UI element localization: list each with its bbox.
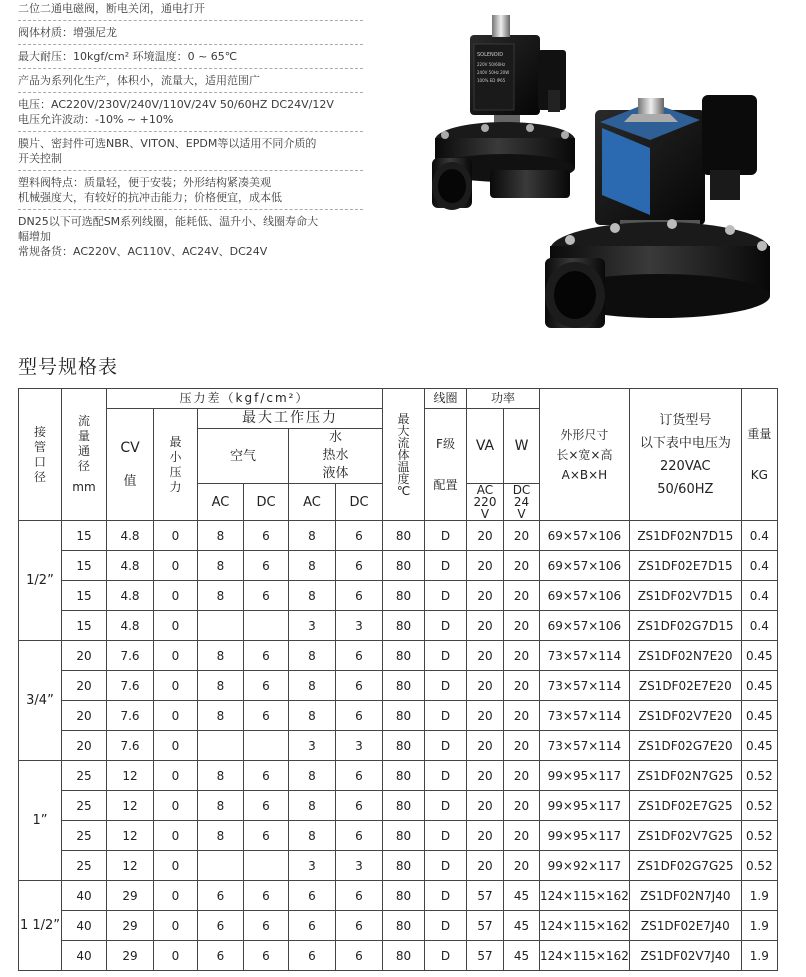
- header-max-temp: 最 大 流 体 温 度 ℃: [383, 389, 425, 521]
- cell-flow-mm: 15: [62, 581, 107, 611]
- cell-weight: 0.52: [741, 761, 777, 791]
- cell-max-temp: 80: [383, 851, 425, 881]
- feature-item: 塑料阀特点：质量轻，便于安装；外形结构紧凑美观 机械强度大，有较好的抗冲击能力；价格便宜，成本低: [18, 174, 363, 210]
- cell-liquid-ac: 8: [289, 641, 336, 671]
- cell-pipe-size: 1 1/2”: [19, 881, 62, 971]
- cell-min-pressure: 0: [154, 851, 198, 881]
- cell-cv: 4.8: [107, 551, 154, 581]
- cell-dimensions: 99×95×117: [540, 761, 630, 791]
- cell-air-ac: 8: [198, 641, 244, 671]
- cell-pipe-size: 1”: [19, 761, 62, 881]
- cell-pipe-size: 1/2”: [19, 521, 62, 641]
- cell-air-ac: 6: [198, 881, 244, 911]
- cell-min-pressure: 0: [154, 911, 198, 941]
- cell-air-dc: 6: [244, 671, 289, 701]
- cell-cv: 7.6: [107, 731, 154, 761]
- table-row: [19, 641, 778, 671]
- cell-power-w: 20: [504, 701, 540, 731]
- cell-order-model: ZS1DF02G7G25: [629, 851, 741, 881]
- cell-coil-config: D: [425, 821, 467, 851]
- cell-flow-mm: 20: [62, 671, 107, 701]
- feature-item: 膜片、密封件可选NBR、VITON、EPDM等以适用不同介质的 开关控制: [18, 135, 363, 171]
- cell-max-temp: 80: [383, 521, 425, 551]
- cell-air-ac: [198, 611, 244, 641]
- table-row: [19, 761, 778, 791]
- cell-liquid-ac: 8: [289, 671, 336, 701]
- cell-liquid-dc: 6: [336, 881, 383, 911]
- cell-coil-config: D: [425, 761, 467, 791]
- coil-label-line2: 220V 50/60Hz: [477, 62, 506, 67]
- cell-weight: 0.4: [741, 581, 777, 611]
- cell-power-va: 20: [467, 851, 504, 881]
- cell-weight: 1.9: [741, 911, 777, 941]
- cell-order-model: ZS1DF02E7D15: [629, 551, 741, 581]
- cell-flow-mm: 25: [62, 761, 107, 791]
- cell-power-w: 20: [504, 761, 540, 791]
- cell-min-pressure: 0: [154, 821, 198, 851]
- cell-power-w: 45: [504, 881, 540, 911]
- table-row: [19, 821, 778, 851]
- cell-liquid-dc: 3: [336, 731, 383, 761]
- table-row: [19, 911, 778, 941]
- table-row: [19, 521, 778, 551]
- spec-table-body: [19, 521, 778, 971]
- cell-liquid-dc: 6: [336, 641, 383, 671]
- cell-cv: 29: [107, 911, 154, 941]
- cell-coil-config: D: [425, 551, 467, 581]
- cell-liquid-dc: 6: [336, 911, 383, 941]
- cell-liquid-dc: 6: [336, 551, 383, 581]
- cell-power-va: 20: [467, 791, 504, 821]
- header-liquid-dc: DC: [336, 484, 383, 521]
- cell-power-va: 20: [467, 551, 504, 581]
- cell-air-ac: 6: [198, 941, 244, 971]
- cell-min-pressure: 0: [154, 611, 198, 641]
- cell-flow-mm: 25: [62, 851, 107, 881]
- table-row: [19, 551, 778, 581]
- cell-min-pressure: 0: [154, 731, 198, 761]
- header-flow-diameter: [62, 389, 107, 521]
- table-row: [19, 941, 778, 971]
- cell-min-pressure: 0: [154, 761, 198, 791]
- cell-min-pressure: 0: [154, 521, 198, 551]
- cell-weight: 0.52: [741, 851, 777, 881]
- cell-max-temp: 80: [383, 551, 425, 581]
- cell-liquid-ac: 8: [289, 521, 336, 551]
- header-coil: 线圈: [425, 389, 467, 409]
- cell-liquid-ac: 3: [289, 731, 336, 761]
- cell-max-temp: 80: [383, 701, 425, 731]
- cell-air-dc: 6: [244, 551, 289, 581]
- cell-dimensions: 99×92×117: [540, 851, 630, 881]
- cell-weight: 0.52: [741, 791, 777, 821]
- cell-power-w: 20: [504, 551, 540, 581]
- cell-max-temp: 80: [383, 761, 425, 791]
- header-pipe-size: 接 管 口 径: [19, 389, 62, 521]
- cell-liquid-ac: 6: [289, 941, 336, 971]
- cell-power-w: 20: [504, 641, 540, 671]
- cell-coil-config: D: [425, 521, 467, 551]
- cell-min-pressure: 0: [154, 551, 198, 581]
- feature-item: 产品为系列化生产，体积小，流量大，适用范围广: [18, 72, 363, 93]
- cell-liquid-ac: 8: [289, 551, 336, 581]
- feature-item: 阀体材质：增强尼龙: [18, 24, 363, 45]
- cell-power-w: 45: [504, 941, 540, 971]
- cell-power-va: 20: [467, 701, 504, 731]
- cell-pipe-size: 3/4”: [19, 641, 62, 761]
- header-flow-unit: mm: [72, 480, 96, 494]
- solenoid-valve-photo: [410, 10, 790, 330]
- cell-dimensions: 99×95×117: [540, 791, 630, 821]
- cell-max-temp: 80: [383, 821, 425, 851]
- cell-coil-config: D: [425, 671, 467, 701]
- cell-coil-config: D: [425, 731, 467, 761]
- header-coil-config: [425, 409, 467, 521]
- cell-flow-mm: 25: [62, 821, 107, 851]
- cell-coil-config: D: [425, 911, 467, 941]
- cell-weight: 0.52: [741, 821, 777, 851]
- cell-air-dc: 6: [244, 791, 289, 821]
- cell-weight: 0.4: [741, 551, 777, 581]
- cell-min-pressure: 0: [154, 941, 198, 971]
- cell-liquid-dc: 6: [336, 761, 383, 791]
- cell-dimensions: 124×115×162: [540, 941, 630, 971]
- cell-liquid-ac: 8: [289, 821, 336, 851]
- cell-cv: 29: [107, 941, 154, 971]
- cell-weight: 0.4: [741, 521, 777, 551]
- cell-max-temp: 80: [383, 731, 425, 761]
- cell-order-model: ZS1DF02E7E20: [629, 671, 741, 701]
- cell-air-dc: 6: [244, 911, 289, 941]
- cell-order-model: ZS1DF02E7J40: [629, 911, 741, 941]
- cell-coil-config: D: [425, 611, 467, 641]
- cell-order-model: ZS1DF02E7G25: [629, 791, 741, 821]
- cell-flow-mm: 15: [62, 611, 107, 641]
- cell-cv: 12: [107, 791, 154, 821]
- cell-liquid-ac: 8: [289, 761, 336, 791]
- cell-dimensions: 69×57×106: [540, 551, 630, 581]
- cell-coil-config: D: [425, 581, 467, 611]
- section-title: 型号规格表: [18, 356, 119, 378]
- cell-power-w: 20: [504, 611, 540, 641]
- cell-power-w: 20: [504, 791, 540, 821]
- cell-order-model: ZS1DF02N7D15: [629, 521, 741, 551]
- cell-air-dc: 6: [244, 521, 289, 551]
- cell-weight: 0.45: [741, 731, 777, 761]
- cell-air-dc: [244, 611, 289, 641]
- cell-air-ac: 6: [198, 911, 244, 941]
- cell-max-temp: 80: [383, 911, 425, 941]
- cell-air-dc: 6: [244, 761, 289, 791]
- cell-air-ac: 8: [198, 791, 244, 821]
- cell-air-dc: 6: [244, 641, 289, 671]
- cell-air-ac: 8: [198, 761, 244, 791]
- cell-liquid-dc: 6: [336, 701, 383, 731]
- cell-air-ac: 8: [198, 671, 244, 701]
- cell-min-pressure: 0: [154, 791, 198, 821]
- header-air: 空气: [198, 429, 289, 484]
- cell-cv: 7.6: [107, 641, 154, 671]
- cell-weight: 0.4: [741, 611, 777, 641]
- cell-flow-mm: 20: [62, 641, 107, 671]
- cell-liquid-ac: 8: [289, 581, 336, 611]
- cell-coil-config: D: [425, 641, 467, 671]
- coil-label-line3: 240V 50Hz 20W: [477, 70, 510, 75]
- cell-liquid-dc: 3: [336, 851, 383, 881]
- cell-liquid-ac: 6: [289, 911, 336, 941]
- cell-weight: 0.45: [741, 701, 777, 731]
- cell-power-va: 20: [467, 731, 504, 761]
- table-row: [19, 881, 778, 911]
- header-coil-cfg: 配置: [433, 477, 458, 492]
- coil-label-line1: SOLENOID: [477, 52, 504, 58]
- cell-power-va: 20: [467, 611, 504, 641]
- cell-max-temp: 80: [383, 641, 425, 671]
- cell-air-dc: [244, 851, 289, 881]
- large-valve: [545, 95, 770, 328]
- cell-min-pressure: 0: [154, 581, 198, 611]
- feature-item: DN25以下可选配SM系列线圈，能耗低、温升小、线圈寿命大 幅增加 常规备货：AC220V、AC110V、AC24V、DC24V: [18, 215, 319, 258]
- cell-air-ac: [198, 731, 244, 761]
- cell-max-temp: 80: [383, 671, 425, 701]
- cell-liquid-dc: 6: [336, 671, 383, 701]
- cell-dimensions: 73×57×114: [540, 731, 630, 761]
- cell-air-dc: 6: [244, 941, 289, 971]
- feature-item: 电压：AC220V/230V/240V/110V/24V 50/60HZ DC24V/12V 电压允许波动：-10% ~ +10%: [18, 96, 363, 132]
- cell-cv: 4.8: [107, 521, 154, 551]
- cell-air-ac: 8: [198, 581, 244, 611]
- cell-dimensions: 69×57×106: [540, 581, 630, 611]
- spec-table: [18, 388, 778, 971]
- header-cv-sub: 值: [123, 473, 137, 489]
- cell-coil-config: D: [425, 941, 467, 971]
- cell-air-dc: [244, 731, 289, 761]
- header-dc24: DC 24 V: [504, 484, 540, 521]
- cell-power-va: 20: [467, 671, 504, 701]
- cell-liquid-dc: 6: [336, 581, 383, 611]
- cell-weight: 0.45: [741, 641, 777, 671]
- table-row: [19, 611, 778, 641]
- header-air-ac: AC: [198, 484, 244, 521]
- cell-order-model: ZS1DF02V7D15: [629, 581, 741, 611]
- header-air-dc: DC: [244, 484, 289, 521]
- header-coil-f: F级: [436, 436, 455, 451]
- header-pressure-diff: 压力差（kgf/cm²）: [107, 389, 383, 409]
- cell-power-va: 20: [467, 521, 504, 551]
- cell-power-w: 45: [504, 911, 540, 941]
- header-max-pressure: 最大工作压力: [198, 409, 383, 429]
- cell-dimensions: 99×95×117: [540, 821, 630, 851]
- cell-max-temp: 80: [383, 581, 425, 611]
- cell-min-pressure: 0: [154, 881, 198, 911]
- cell-flow-mm: 15: [62, 521, 107, 551]
- cell-weight: 1.9: [741, 941, 777, 971]
- cell-dimensions: 124×115×162: [540, 911, 630, 941]
- cell-order-model: ZS1DF02V7E20: [629, 701, 741, 731]
- cell-air-dc: 6: [244, 581, 289, 611]
- cell-cv: 4.8: [107, 611, 154, 641]
- cell-coil-config: D: [425, 701, 467, 731]
- cell-liquid-ac: 3: [289, 611, 336, 641]
- cell-liquid-ac: 3: [289, 851, 336, 881]
- cell-min-pressure: 0: [154, 641, 198, 671]
- header-liquid-ac: AC: [289, 484, 336, 521]
- cell-weight: 1.9: [741, 881, 777, 911]
- cell-air-ac: [198, 851, 244, 881]
- cell-flow-mm: 25: [62, 791, 107, 821]
- cell-power-w: 20: [504, 731, 540, 761]
- cell-coil-config: D: [425, 881, 467, 911]
- cell-dimensions: 69×57×106: [540, 611, 630, 641]
- cell-order-model: ZS1DF02N7E20: [629, 641, 741, 671]
- header-dimensions: 外形尺寸 长×宽×高 A×B×H: [540, 389, 630, 521]
- cell-power-va: 57: [467, 881, 504, 911]
- cell-max-temp: 80: [383, 881, 425, 911]
- cell-liquid-dc: 6: [336, 791, 383, 821]
- cell-order-model: ZS1DF02V7G25: [629, 821, 741, 851]
- cell-flow-mm: 40: [62, 911, 107, 941]
- feature-item: 二位二通电磁阀，断电关闭，通电打开: [18, 0, 363, 21]
- cell-power-va: 57: [467, 941, 504, 971]
- cell-coil-config: D: [425, 791, 467, 821]
- small-valve: [432, 15, 575, 210]
- header-flow-label: 流 量 通 径: [77, 414, 90, 473]
- header-weight-label: 重量: [747, 426, 772, 441]
- cell-flow-mm: 15: [62, 551, 107, 581]
- cell-air-ac: 8: [198, 821, 244, 851]
- feature-list: [18, 0, 363, 266]
- cell-min-pressure: 0: [154, 701, 198, 731]
- cell-cv: 12: [107, 851, 154, 881]
- header-cv-label: CV: [120, 439, 140, 456]
- cell-flow-mm: 20: [62, 701, 107, 731]
- cell-coil-config: D: [425, 851, 467, 881]
- cell-dimensions: 73×57×114: [540, 671, 630, 701]
- cell-power-va: 20: [467, 761, 504, 791]
- header-cv: [107, 409, 154, 521]
- coil-label-line4: 100% ED IP65: [477, 78, 506, 83]
- cell-cv: 12: [107, 821, 154, 851]
- cell-liquid-dc: 6: [336, 941, 383, 971]
- table-row: [19, 731, 778, 761]
- cell-order-model: ZS1DF02V7J40: [629, 941, 741, 971]
- header-ac220: AC 220 V: [467, 484, 504, 521]
- cell-dimensions: 124×115×162: [540, 881, 630, 911]
- table-row: [19, 671, 778, 701]
- table-row: [19, 701, 778, 731]
- header-weight-unit: KG: [750, 467, 768, 482]
- cell-max-temp: 80: [383, 791, 425, 821]
- cell-order-model: ZS1DF02G7E20: [629, 731, 741, 761]
- cell-air-ac: 8: [198, 521, 244, 551]
- cell-air-ac: 8: [198, 551, 244, 581]
- cell-max-temp: 80: [383, 941, 425, 971]
- cell-power-va: 57: [467, 911, 504, 941]
- table-row: [19, 791, 778, 821]
- header-order-model: 订货型号 以下表中电压为 220VAC 50/60HZ: [629, 389, 741, 521]
- cell-power-va: 20: [467, 581, 504, 611]
- cell-liquid-dc: 6: [336, 521, 383, 551]
- cell-weight: 0.45: [741, 671, 777, 701]
- cell-liquid-dc: 3: [336, 611, 383, 641]
- table-row: [19, 581, 778, 611]
- cell-power-w: 20: [504, 821, 540, 851]
- cell-air-dc: 6: [244, 821, 289, 851]
- cell-liquid-ac: 8: [289, 701, 336, 731]
- feature-item: 最大耐压：10kgf/cm² 环境温度：0 ~ 65℃: [18, 48, 363, 69]
- cell-flow-mm: 20: [62, 731, 107, 761]
- cell-liquid-dc: 6: [336, 821, 383, 851]
- cell-air-ac: 8: [198, 701, 244, 731]
- header-w: W: [504, 409, 540, 484]
- cell-cv: 12: [107, 761, 154, 791]
- table-row: [19, 851, 778, 881]
- cell-flow-mm: 40: [62, 881, 107, 911]
- header-liquid: 水 热水 液体: [289, 429, 383, 484]
- cell-power-w: 20: [504, 521, 540, 551]
- cell-order-model: ZS1DF02N7G25: [629, 761, 741, 791]
- cell-order-model: ZS1DF02G7D15: [629, 611, 741, 641]
- cell-flow-mm: 40: [62, 941, 107, 971]
- cell-power-w: 20: [504, 851, 540, 881]
- cell-min-pressure: 0: [154, 671, 198, 701]
- cell-cv: 29: [107, 881, 154, 911]
- header-va: VA: [467, 409, 504, 484]
- cell-power-w: 20: [504, 581, 540, 611]
- cell-power-va: 20: [467, 821, 504, 851]
- cell-cv: 7.6: [107, 671, 154, 701]
- cell-cv: 4.8: [107, 581, 154, 611]
- cell-dimensions: 73×57×114: [540, 641, 630, 671]
- cell-dimensions: 69×57×106: [540, 521, 630, 551]
- header-weight: [741, 389, 777, 521]
- cell-power-va: 20: [467, 641, 504, 671]
- cell-dimensions: 73×57×114: [540, 701, 630, 731]
- cell-liquid-ac: 6: [289, 881, 336, 911]
- cell-air-dc: 6: [244, 701, 289, 731]
- header-min-pressure: 最 小 压 力: [154, 409, 198, 521]
- cell-air-dc: 6: [244, 881, 289, 911]
- cell-max-temp: 80: [383, 611, 425, 641]
- cell-power-w: 20: [504, 671, 540, 701]
- header-power: 功率: [467, 389, 540, 409]
- cell-liquid-ac: 8: [289, 791, 336, 821]
- cell-order-model: ZS1DF02N7J40: [629, 881, 741, 911]
- cell-cv: 7.6: [107, 701, 154, 731]
